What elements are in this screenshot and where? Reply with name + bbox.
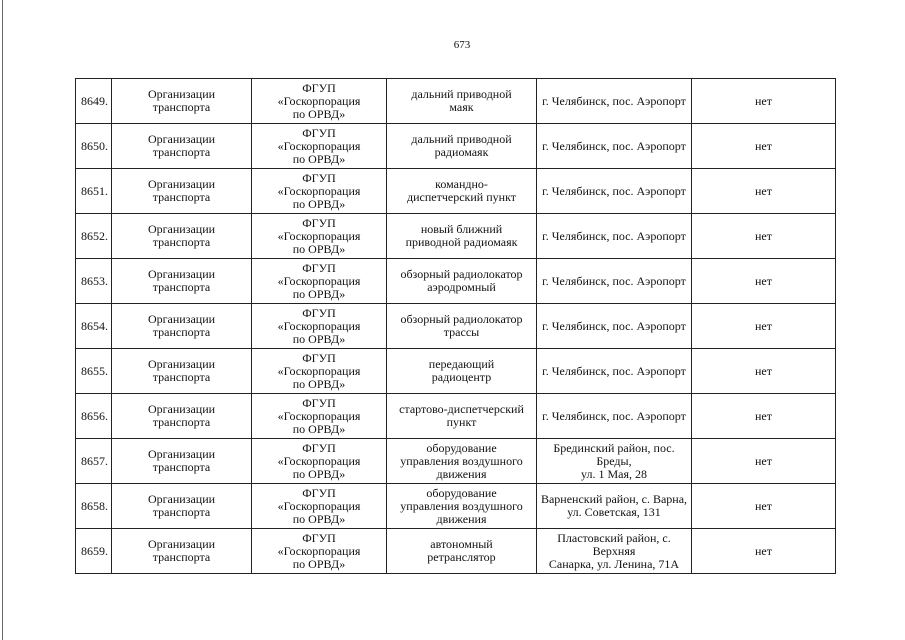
flag-cell — [692, 394, 836, 439]
flag-text: нет — [755, 498, 772, 513]
table-row — [76, 124, 836, 169]
object-name-cell — [387, 169, 537, 214]
row-number-cell — [76, 484, 112, 529]
organization-type-text: Организации транспорта — [147, 312, 216, 339]
owner-text: ФГУП «Госкорпорация по ОРВД» — [277, 350, 361, 391]
object-name-text: командно- диспетчерский пункт — [407, 177, 516, 204]
address-text: г. Челябинск, пос. Аэропорт — [542, 183, 686, 198]
address-text: Варненский район, с. Варна, ул. Советская, 131 — [540, 492, 688, 519]
row-number-text: 8654. — [81, 318, 108, 333]
flag-text: нет — [755, 183, 772, 198]
organization-type-text: Организации транспорта — [147, 177, 216, 204]
flag-cell — [692, 304, 836, 349]
owner-text: ФГУП «Госкорпорация по ОРВД» — [277, 485, 361, 526]
row-number-text: 8659. — [81, 543, 108, 558]
registry-table-body — [76, 79, 836, 574]
flag-cell — [692, 259, 836, 304]
flag-cell — [692, 349, 836, 394]
address-text: г. Челябинск, пос. Аэропорт — [542, 138, 686, 153]
page-number: 673 — [453, 39, 471, 51]
object-name-text: оборудование управления воздушного движения — [400, 440, 523, 481]
owner-cell — [252, 394, 387, 439]
row-number-cell — [76, 529, 112, 574]
address-cell — [537, 169, 692, 214]
organization-type-text: Организации транспорта — [147, 447, 216, 474]
organization-type-text: Организации транспорта — [147, 402, 216, 429]
organization-type-text: Организации транспорта — [147, 132, 216, 159]
owner-text: ФГУП «Госкорпорация по ОРВД» — [277, 170, 361, 211]
owner-text: ФГУП «Госкорпорация по ОРВД» — [277, 125, 361, 166]
address-cell — [537, 394, 692, 439]
organization-type-cell — [112, 259, 252, 304]
table-row — [76, 394, 836, 439]
organization-type-cell — [112, 439, 252, 484]
row-number-text: 8649. — [81, 93, 108, 108]
owner-cell — [252, 79, 387, 124]
organization-type-cell — [112, 484, 252, 529]
flag-text: нет — [755, 318, 772, 333]
owner-cell — [252, 349, 387, 394]
row-number-text: 8655. — [81, 363, 108, 378]
organization-type-cell — [112, 169, 252, 214]
owner-text: ФГУП «Госкорпорация по ОРВД» — [277, 80, 361, 121]
flag-text: нет — [755, 408, 772, 423]
address-text: г. Челябинск, пос. Аэропорт — [542, 273, 686, 288]
address-text: г. Челябинск, пос. Аэропорт — [542, 93, 686, 108]
row-number-cell — [76, 169, 112, 214]
row-number-text: 8658. — [81, 498, 108, 513]
organization-type-cell — [112, 124, 252, 169]
address-text: г. Челябинск, пос. Аэропорт — [542, 228, 686, 243]
object-name-text: обзорный радиолокатор аэродромный — [400, 267, 523, 294]
address-text: Пластовский район, с. Верхняя Санарка, ул. Ленина, 71А — [548, 530, 680, 571]
object-name-text: новый ближний приводной радиомаяк — [405, 222, 518, 249]
flag-text: нет — [755, 453, 772, 468]
address-cell — [537, 484, 692, 529]
table-row — [76, 79, 836, 124]
object-name-cell — [387, 439, 537, 484]
flag-text: нет — [755, 93, 772, 108]
owner-text: ФГУП «Госкорпорация по ОРВД» — [277, 305, 361, 346]
organization-type-text: Организации транспорта — [147, 357, 216, 384]
row-number-text: 8652. — [81, 228, 108, 243]
address-cell — [537, 349, 692, 394]
object-name-cell — [387, 79, 537, 124]
address-text: г. Челябинск, пос. Аэропорт — [542, 318, 686, 333]
row-number-cell — [76, 349, 112, 394]
flag-text: нет — [755, 363, 772, 378]
flag-cell — [692, 169, 836, 214]
table-row — [76, 304, 836, 349]
table-row — [76, 259, 836, 304]
organization-type-text: Организации транспорта — [147, 492, 216, 519]
owner-cell — [252, 259, 387, 304]
row-number-cell — [76, 304, 112, 349]
table-row — [76, 169, 836, 214]
row-number-text: 8653. — [81, 273, 108, 288]
owner-cell — [252, 529, 387, 574]
table-row — [76, 484, 836, 529]
owner-cell — [252, 304, 387, 349]
flag-text: нет — [755, 543, 772, 558]
address-cell — [537, 304, 692, 349]
object-name-cell — [387, 529, 537, 574]
object-name-cell — [387, 484, 537, 529]
organization-type-cell — [112, 529, 252, 574]
flag-cell — [692, 214, 836, 259]
flag-cell — [692, 124, 836, 169]
table-row — [76, 214, 836, 259]
object-name-cell — [387, 349, 537, 394]
table-row — [76, 439, 836, 484]
organization-type-cell — [112, 349, 252, 394]
row-number-cell — [76, 214, 112, 259]
organization-type-text: Организации транспорта — [147, 537, 216, 564]
object-name-cell — [387, 214, 537, 259]
row-number-text: 8657. — [81, 453, 108, 468]
organization-type-cell — [112, 214, 252, 259]
address-text: г. Челябинск, пос. Аэропорт — [542, 363, 686, 378]
object-name-cell — [387, 304, 537, 349]
owner-text: ФГУП «Госкорпорация по ОРВД» — [277, 260, 361, 301]
owner-text: ФГУП «Госкорпорация по ОРВД» — [277, 215, 361, 256]
owner-text: ФГУП «Госкорпорация по ОРВД» — [277, 530, 361, 571]
object-name-cell — [387, 394, 537, 439]
flag-cell — [692, 529, 836, 574]
organization-type-cell — [112, 304, 252, 349]
object-name-text: обзорный радиолокатор трассы — [400, 312, 523, 339]
organization-type-cell — [112, 394, 252, 439]
address-cell — [537, 124, 692, 169]
object-name-text: передающий радиоцентр — [428, 357, 495, 384]
address-cell — [537, 439, 692, 484]
flag-cell — [692, 79, 836, 124]
address-cell — [537, 529, 692, 574]
row-number-cell — [76, 394, 112, 439]
object-name-text: дальний приводной маяк — [411, 87, 512, 114]
address-text: г. Челябинск, пос. Аэропорт — [542, 408, 686, 423]
flag-text: нет — [755, 138, 772, 153]
owner-text: ФГУП «Госкорпорация по ОРВД» — [277, 440, 361, 481]
row-number-text: 8651. — [81, 183, 108, 198]
row-number-text: 8650. — [81, 138, 108, 153]
object-name-text: автономный ретранслятор — [427, 537, 496, 564]
object-name-cell — [387, 124, 537, 169]
owner-cell — [252, 169, 387, 214]
flag-cell — [692, 484, 836, 529]
object-name-cell — [387, 259, 537, 304]
owner-text: ФГУП «Госкорпорация по ОРВД» — [277, 395, 361, 436]
page-edge-line — [2, 0, 3, 640]
owner-cell — [252, 124, 387, 169]
row-number-text: 8656. — [81, 408, 108, 423]
flag-cell — [692, 439, 836, 484]
organization-type-text: Организации транспорта — [147, 222, 216, 249]
address-text: Брединский район, пос. Бреды, ул. 1 Мая, 28 — [553, 440, 675, 481]
organization-type-text: Организации транспорта — [147, 267, 216, 294]
flag-text: нет — [755, 228, 772, 243]
address-cell — [537, 259, 692, 304]
row-number-cell — [76, 259, 112, 304]
object-name-text: стартово-диспетчерский пункт — [399, 402, 524, 429]
object-name-text: дальний приводной радиомаяк — [411, 132, 512, 159]
owner-cell — [252, 214, 387, 259]
row-number-cell — [76, 124, 112, 169]
address-cell — [537, 79, 692, 124]
organization-type-cell — [112, 79, 252, 124]
object-name-text: оборудование управления воздушного движения — [400, 485, 523, 526]
table-row — [76, 349, 836, 394]
owner-cell — [252, 439, 387, 484]
row-number-cell — [76, 79, 112, 124]
address-cell — [537, 214, 692, 259]
organization-type-text: Организации транспорта — [147, 87, 216, 114]
row-number-cell — [76, 439, 112, 484]
owner-cell — [252, 484, 387, 529]
flag-text: нет — [755, 273, 772, 288]
registry-table — [75, 78, 836, 574]
table-row — [76, 529, 836, 574]
